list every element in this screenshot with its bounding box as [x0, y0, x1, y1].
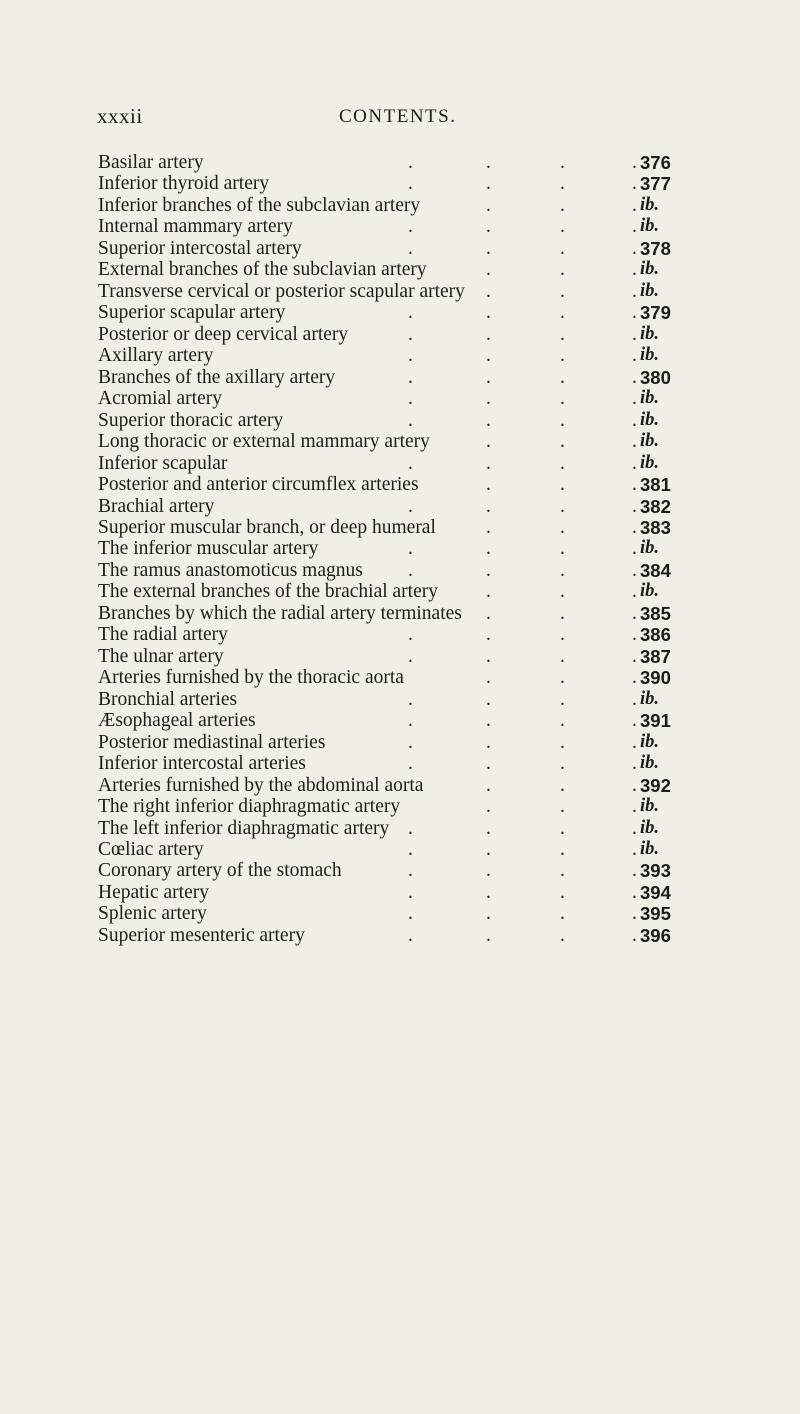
entry-title: Superior scapular artery [98, 302, 286, 324]
contents-entry: Hepatic artery . . . . 394 [98, 882, 710, 903]
entry-page: ib. [640, 817, 660, 838]
entry-page: 382 [640, 495, 671, 517]
contents-entry: The inferior muscular artery . . . . ib. [98, 538, 710, 559]
entry-page: ib. [640, 839, 660, 859]
contents-entry: Superior thoracic artery . . . . ib. [98, 410, 710, 431]
contents-entry: Basilar artery . . . . 376 [98, 152, 710, 173]
entry-title: Branches by which the radial artery terminates [98, 602, 462, 624]
contents-entry: The external branches of the brachial artery . . . ib. [98, 581, 710, 602]
entry-title: Arteries furnished by the abdominal aorta [98, 774, 424, 796]
contents-entry: Inferior thyroid artery . . . . 377 [98, 173, 710, 194]
entry-page: 390 [640, 667, 671, 689]
entry-page: ib. [640, 323, 660, 344]
contents-entry: Internal mammary artery . . . . ib. [98, 216, 710, 237]
entry-title: The ulnar artery [98, 645, 224, 667]
contents-entry: Coronary artery of the stomach . . . . 393 [98, 860, 710, 881]
entry-page: ib. [640, 753, 660, 774]
entry-page: ib. [640, 796, 660, 817]
entry-page: 385 [640, 602, 671, 624]
entry-title: The left inferior diaphragmatic artery [98, 817, 390, 839]
entry-page: 381 [640, 474, 671, 496]
contents-list [98, 152, 710, 946]
entry-page: ib. [640, 581, 660, 602]
entry-title: Basilar artery [98, 152, 204, 173]
contents-entry: Superior intercostal artery . . . . 378 [98, 238, 710, 259]
entry-page: 383 [640, 516, 671, 538]
contents-entry: Branches by which the radial artery terminates . . . 385 [98, 603, 710, 624]
entry-page: 376 [640, 152, 671, 173]
entry-title: Bronchial arteries [98, 688, 238, 710]
page-heading: CONTENTS. [339, 106, 457, 127]
entry-page: 384 [640, 559, 671, 581]
contents-entry: Brachial artery . . . . 382 [98, 496, 710, 517]
entry-title: Posterior or deep cervical artery [98, 323, 349, 345]
contents-entry: Acromial artery . . . . ib. [98, 388, 710, 409]
contents-entry: The ulnar artery . . . . 387 [98, 646, 710, 667]
contents-entry: Posterior mediastinal arteries . . . . ib. [98, 732, 710, 753]
entry-page: 377 [640, 173, 671, 195]
entry-page: 394 [640, 881, 671, 903]
entry-page: 396 [640, 924, 671, 946]
contents-entry: Superior scapular artery . . . . 379 [98, 302, 710, 323]
entry-title: External branches of the subclavian artery [98, 259, 427, 281]
entry-page: ib. [640, 345, 660, 366]
entry-page: 391 [640, 710, 671, 732]
contents-entry: The radial artery . . . . 386 [98, 624, 710, 645]
entry-page: ib. [640, 280, 660, 301]
entry-title: The ramus anastomoticus magnus [98, 559, 363, 581]
entry-page: 379 [640, 302, 671, 324]
entry-page: ib. [640, 452, 660, 473]
entry-title: The radial artery [98, 624, 228, 646]
entry-title: Coronary artery of the stomach [98, 860, 342, 882]
contents-entry: Arteries furnished by the abdominal aorta . . . 392 [98, 775, 710, 796]
entry-page: ib. [640, 688, 660, 709]
entry-title: Acromial artery [98, 388, 222, 410]
entry-title: The external branches of the brachial artery [98, 581, 438, 603]
entry-title: Inferior scapular [98, 452, 228, 474]
entry-page: 392 [640, 774, 671, 796]
entry-page: 380 [640, 366, 671, 388]
entry-title: Inferior thyroid artery [98, 173, 270, 195]
entry-page: 378 [640, 237, 671, 259]
contents-entry: Splenic artery . . . . 395 [98, 903, 710, 924]
contents-entry: Inferior scapular . . . . ib. [98, 453, 710, 474]
entry-page: ib. [640, 259, 660, 280]
contents-entry: Cœliac artery . . . . ib. [98, 839, 710, 860]
entry-page: ib. [640, 194, 660, 215]
entry-title: The inferior muscular artery [98, 538, 319, 560]
entry-title: Superior mesenteric artery [98, 924, 305, 946]
contents-entry: Superior muscular branch, or deep humeral . . . 383 [98, 517, 710, 538]
entry-title: Posterior and anterior circumflex arteries [98, 474, 419, 496]
entry-title: Brachial artery [98, 495, 215, 517]
contents-entry: Bronchial arteries . . . . ib. [98, 689, 710, 710]
entry-title: Arteries furnished by the thoracic aorta [98, 667, 404, 689]
entry-title: Long thoracic or external mammary artery [98, 431, 430, 453]
contents-entry: Branches of the axillary artery . . . . 380 [98, 367, 710, 388]
contents-entry: The right inferior diaphragmatic artery . . . ib. [98, 796, 710, 817]
entry-page: 395 [640, 903, 671, 925]
contents-entry: Posterior or deep cervical artery . . . . ib. [98, 324, 710, 345]
entry-page: ib. [640, 409, 660, 430]
contents-entry: External branches of the subclavian artery . . . ib. [98, 259, 710, 280]
entry-title: Axillary artery [98, 345, 214, 367]
contents-entry: The left inferior diaphragmatic artery . . . . ib. [98, 818, 710, 839]
entry-title: Splenic artery [98, 903, 207, 925]
entry-page: ib. [640, 731, 660, 752]
entry-page: ib. [640, 216, 660, 237]
contents-entry: Superior mesenteric artery . . . . 396 [98, 925, 710, 946]
contents-entry: Inferior branches of the subclavian artery . . . ib. [98, 195, 710, 216]
entry-title: Cœliac artery [98, 839, 204, 860]
entry-page: ib. [640, 388, 660, 409]
entry-title: Transverse cervical or posterior scapular artery [98, 280, 465, 302]
contents-entry: Arteries furnished by the thoracic aorta . . . 390 [98, 667, 710, 688]
contents-entry: Axillary artery . . . . ib. [98, 345, 710, 366]
entry-title: Superior intercostal artery [98, 237, 302, 259]
entry-page: ib. [640, 538, 660, 559]
entry-title: Æsophageal arteries [98, 710, 256, 732]
contents-entry: Inferior intercostal arteries . . . . ib. [98, 753, 710, 774]
entry-title: Inferior branches of the subclavian artery [98, 194, 421, 216]
entry-title: Hepatic artery [98, 881, 209, 903]
entry-page: 393 [640, 860, 671, 882]
entry-title: Inferior intercostal arteries [98, 753, 306, 775]
entry-title: Branches of the axillary artery [98, 366, 336, 388]
entry-title: Internal mammary artery [98, 216, 293, 238]
entry-title: Superior thoracic artery [98, 409, 284, 431]
contents-entry: Long thoracic or external mammary artery . . . ib. [98, 431, 710, 452]
entry-page: 386 [640, 624, 671, 646]
page-header [97, 104, 547, 134]
entry-title: Posterior mediastinal arteries [98, 731, 326, 753]
entry-title: The right inferior diaphragmatic artery [98, 796, 401, 818]
contents-entry: Posterior and anterior circumflex arteries . . . 381 [98, 474, 710, 495]
contents-entry: Æsophageal arteries . . . . 391 [98, 710, 710, 731]
contents-entry: The ramus anastomoticus magnus . . . . 384 [98, 560, 710, 581]
page-number: xxxii [97, 104, 143, 128]
entry-page: 387 [640, 645, 671, 667]
entry-title: Superior muscular branch, or deep humeral [98, 516, 436, 538]
entry-page: ib. [640, 431, 660, 452]
contents-entry: Transverse cervical or posterior scapular artery . . . ib. [98, 281, 710, 302]
